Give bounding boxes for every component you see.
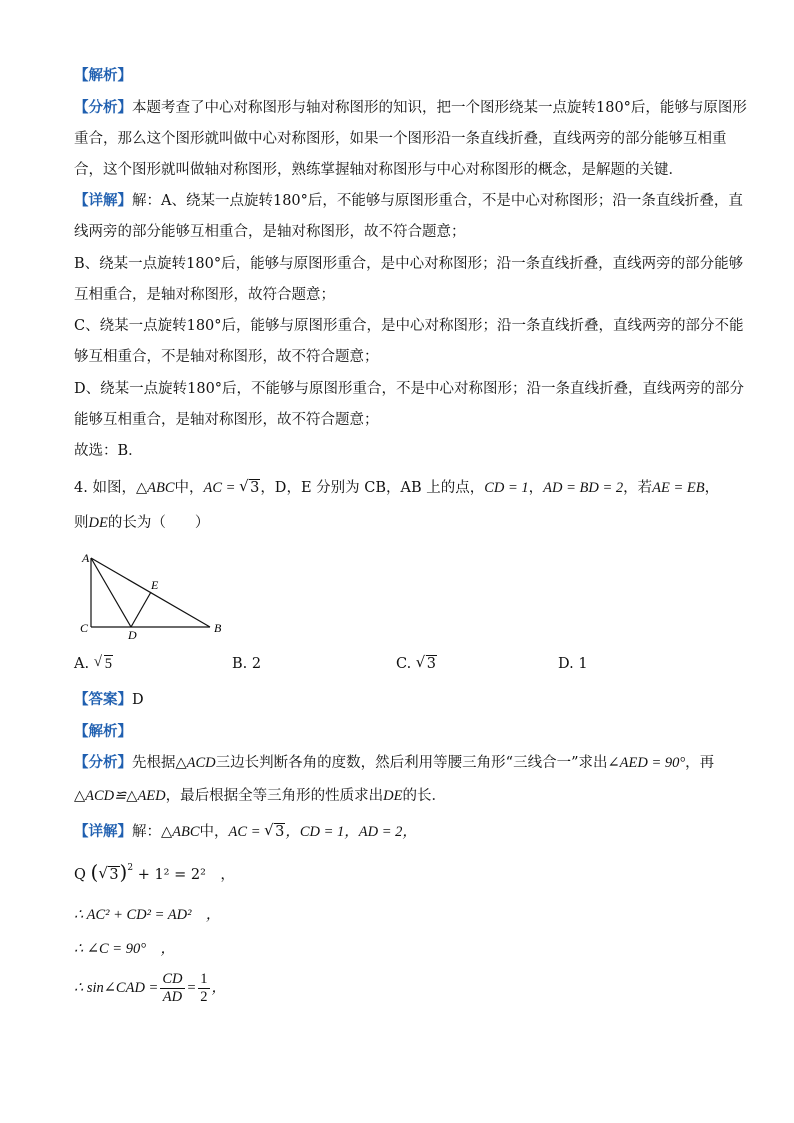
equation-4	[74, 966, 734, 1010]
option-d[interactable]	[558, 654, 588, 674]
option-c-label: C.	[396, 656, 412, 672]
prev-detail-line-c1: C、绕某一点旋转180°后，能够与原图形重合，是中心对称图形；沿一条直线折叠，直线两旁的部分不能	[74, 318, 744, 334]
prev-detail-line-d1: D、绕某一点旋转180°后，不能够与原图形重合，不是中心对称图形；沿一条直线折叠，直线两旁的部分	[74, 381, 745, 397]
equation-3: ∴ ∠C = 90° ，	[74, 941, 176, 957]
option-a-value: 5	[104, 656, 112, 672]
equation-4-num-2: 1	[200, 971, 208, 988]
equation-4-num: CD	[162, 971, 183, 988]
question-number: 4. 如图，	[74, 480, 136, 496]
options-row	[74, 654, 734, 674]
solution-analysis-line-2	[74, 786, 734, 806]
label-c: C	[80, 621, 89, 635]
solution-analysis-line-1	[74, 753, 734, 773]
prev-choice: 故选：B．	[74, 443, 143, 459]
triangle-figure	[74, 550, 234, 642]
solution-analysis-2c: 的长．	[402, 788, 446, 804]
label-d: D	[128, 628, 137, 642]
question-triangle: △ABC	[135, 480, 175, 496]
solution-detail-line-1	[74, 822, 734, 842]
option-c[interactable]	[396, 654, 437, 674]
label-a: A	[82, 551, 90, 565]
question-then: 则	[74, 515, 89, 531]
question-comma: ，	[528, 480, 544, 496]
equation-1	[74, 862, 734, 885]
option-c-value: 3	[426, 656, 437, 672]
question-ac: AC =	[203, 480, 240, 496]
answer-tag: 【答案】	[74, 691, 132, 708]
option-a[interactable]	[74, 654, 113, 674]
option-b-value: 2	[251, 656, 262, 672]
question-ae: AE = EB	[652, 480, 705, 496]
solution-cd-ad: ，CD = 1，AD = 2，	[285, 824, 417, 840]
equation-1-paren-open: (	[90, 860, 99, 884]
equation-2: ∴ AC² + CD² = AD² ，	[74, 907, 221, 923]
label-e: E	[151, 578, 159, 592]
question-sqrt-value: 3	[250, 480, 260, 496]
solution-analysis-1a: 先根据	[132, 755, 176, 771]
option-b[interactable]	[232, 654, 261, 674]
label-b: B	[214, 621, 222, 635]
segment-ad	[91, 558, 131, 627]
solution-analysis-1b: 三边长判断各角的度数，然后利用等腰三角形“三线合一”求出	[215, 755, 608, 771]
solution-detail-tag: 【详解】	[74, 823, 132, 840]
equation-1-paren-close: )	[119, 860, 128, 884]
prev-detail-line-d2: 能够互相重合，是轴对称图形，故不符合题意；	[74, 412, 379, 428]
equation-1-prefix: Q	[74, 867, 86, 883]
prev-analysis-line-2: 重合，那么这个图形就叫做中心对称图形，如果一个图形沿一条直线折叠，直线两旁的部分能够互相重	[74, 131, 727, 147]
solution-analysis-1c: ，再	[685, 755, 715, 771]
solution-sqrt	[264, 822, 285, 842]
question-cd: CD = 1	[484, 480, 529, 496]
equation-4-eq: =	[186, 980, 197, 996]
segment-de	[131, 592, 151, 627]
solution-sqrt-value: 3	[275, 824, 285, 840]
prev-detail-tag: 【详解】	[74, 192, 132, 209]
solution-heading: 【解析】	[74, 723, 132, 740]
question-points: ，D，E 分别为 CB，AB 上的点，	[260, 480, 485, 496]
solution-acd: △ACD	[175, 755, 216, 771]
option-d-label: D.	[558, 656, 574, 672]
question-in: 中，	[174, 480, 204, 496]
prev-analysis-line-3: 合，这个图形就叫做轴对称图形，熟练掌握轴对称图形与中心对称图形的概念，是解题的关键．	[74, 162, 683, 178]
answer-value: D	[132, 692, 144, 708]
question-sqrt	[239, 478, 260, 498]
question-comma-2: ，	[704, 480, 720, 496]
solution-de: DE	[383, 788, 403, 804]
equation-1-sqrt	[98, 865, 119, 885]
prev-detail-line-b1: B、绕某一点旋转180°后，能够与原图形重合，是中心对称图形；沿一条直线折叠，直线两旁的部分能够	[74, 256, 744, 272]
equation-4-prefix: ∴ sin∠CAD =	[74, 980, 159, 996]
prev-detail-text-a1: 解：A、绕某一点旋转180°后，不能够与原图形重合，不是中心对称图形；沿一条直线折叠，直	[132, 193, 743, 209]
option-a-sqrt	[94, 654, 113, 674]
equation-4-fraction-1	[160, 971, 184, 1006]
prev-detail-line-c2: 够互相重合，不是轴对称图形，故不符合题意；	[74, 349, 379, 365]
solution-abc: △ABC	[161, 824, 200, 840]
question-line-2	[74, 513, 734, 533]
question-ad: AD = BD = 2	[543, 480, 624, 496]
equation-4-fraction-2	[198, 971, 209, 1006]
prev-solution-heading: 【解析】	[74, 67, 132, 84]
prev-detail-line-b2: 互相重合，是轴对称图形，故符合题意；	[74, 287, 335, 303]
option-b-label: B.	[232, 656, 248, 672]
equation-1-exponent: 2	[127, 863, 134, 873]
equation-4-den-2: 2	[200, 989, 208, 1006]
option-c-sqrt	[416, 654, 437, 674]
option-a-label: A.	[74, 656, 90, 672]
equation-4-den: AD	[162, 989, 183, 1006]
question-if: ，若	[623, 480, 653, 496]
prev-detail-line-a1	[74, 191, 743, 211]
equation-1-sqrt-value: 3	[109, 867, 119, 883]
prev-analysis-text-1: 本题考查了中心对称图形与轴对称图形的知识，把一个图形绕某一点旋转180°后，能够与原图形	[132, 100, 747, 116]
question-de: DE	[88, 515, 108, 531]
solution-ac: AC =	[228, 824, 265, 840]
option-d-value: 1	[578, 656, 588, 672]
solution-analysis-tag: 【分析】	[74, 754, 132, 771]
solution-analysis-2b: ，最后根据全等三角形的性质求出	[165, 788, 384, 804]
equation-1-rest: + 1² = 2² ，	[137, 867, 235, 883]
solution-aed-angle: ∠AED = 90°	[607, 755, 686, 771]
prev-analysis-line-1	[74, 98, 747, 118]
equation-4-end: ，	[211, 980, 227, 996]
prev-detail-line-a2: 线两旁的部分能够互相重合，是轴对称图形，故不符合题意；	[74, 224, 466, 240]
question-ask: 的长为（ ）	[107, 515, 210, 531]
solution-detail-1a: 解：	[132, 824, 161, 840]
question-line-1	[74, 478, 734, 498]
solution-congruent: △ACD≌△AED	[74, 788, 166, 804]
prev-analysis-tag: 【分析】	[74, 99, 132, 116]
solution-detail-1b: 中，	[199, 824, 229, 840]
answer-line	[74, 690, 734, 710]
